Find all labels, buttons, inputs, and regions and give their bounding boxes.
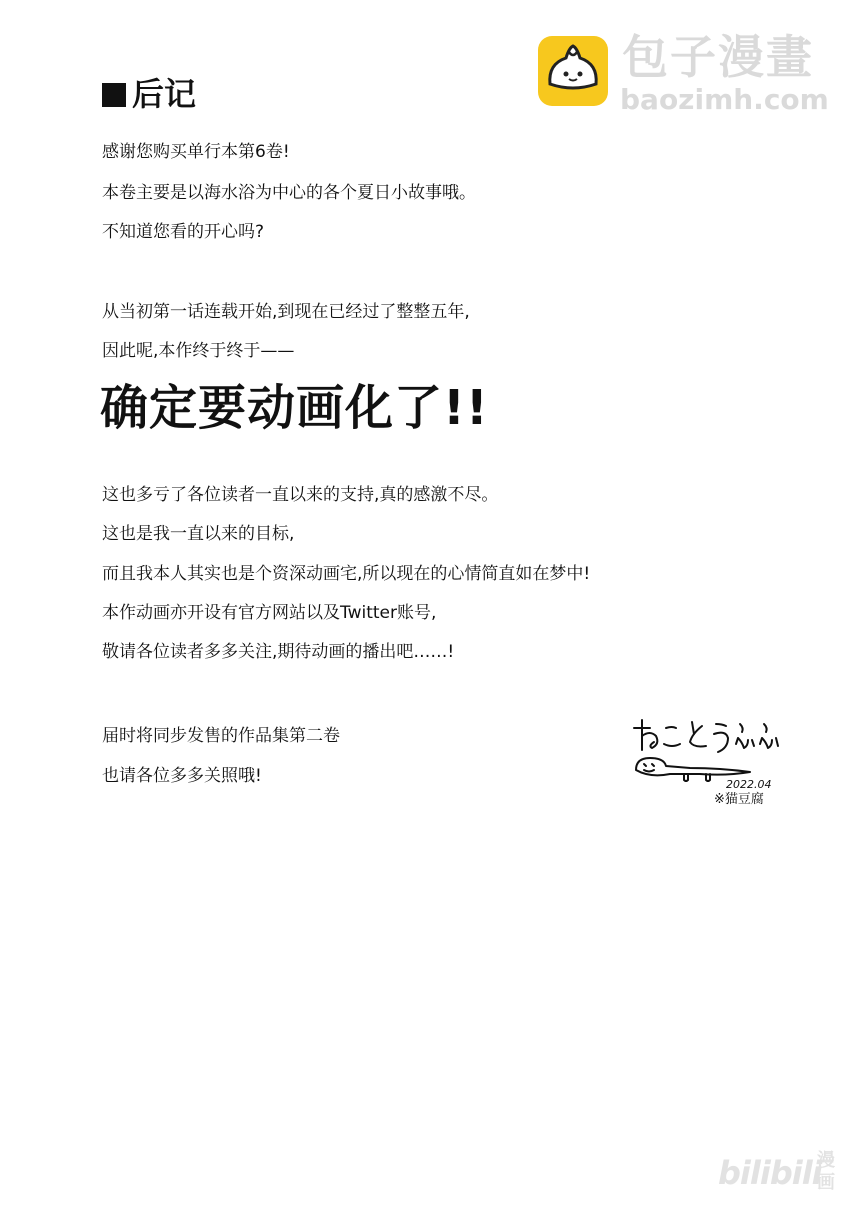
watermark-site-url: baozimh.com — [620, 83, 829, 116]
handwritten-signature — [630, 712, 790, 792]
text-line: 届时将同步发售的作品集第二卷 — [102, 726, 340, 746]
announcement-headline: 确定要动画化了!! — [100, 380, 489, 436]
text-line: 这也是我一直以来的目标, — [102, 524, 295, 544]
page-title — [102, 74, 196, 114]
svg-text:2022.04: 2022.04 — [726, 778, 772, 791]
text-line: 这也多亏了各位读者一直以来的支持,真的感激不尽。 — [102, 485, 499, 505]
watermark-site-name: 包子漫畫 — [622, 30, 814, 84]
signature-note: ※猫豆腐 — [714, 792, 764, 807]
text-line: 而且我本人其实也是个资深动画宅,所以现在的心情简直如在梦中! — [102, 564, 591, 584]
square-bullet-icon — [102, 83, 126, 107]
page-title-text: 后记 — [132, 75, 197, 113]
bilibili-tag: 漫画 — [817, 1150, 835, 1193]
text-line: 因此呢,本作终于终于—— — [102, 341, 295, 361]
text-line: 敬请各位读者多多关注,期待动画的播出吧……! — [102, 642, 455, 662]
text-line: 从当初第一话连载开始,到现在已经过了整整五年, — [102, 302, 470, 322]
text-line: 感谢您购买单行本第6卷! — [102, 142, 290, 162]
text-line: 也请各位多多关照哦! — [102, 766, 262, 786]
baozi-logo-icon — [536, 34, 610, 108]
text-line: 不知道您看的开心吗? — [102, 222, 265, 242]
text-line: 本作动画亦开设有官方网站以及Twitter账号, — [102, 603, 437, 623]
text-line: 本卷主要是以海水浴为中心的各个夏日小故事哦。 — [102, 183, 476, 203]
bilibili-watermark: bilibili — [718, 1154, 822, 1192]
